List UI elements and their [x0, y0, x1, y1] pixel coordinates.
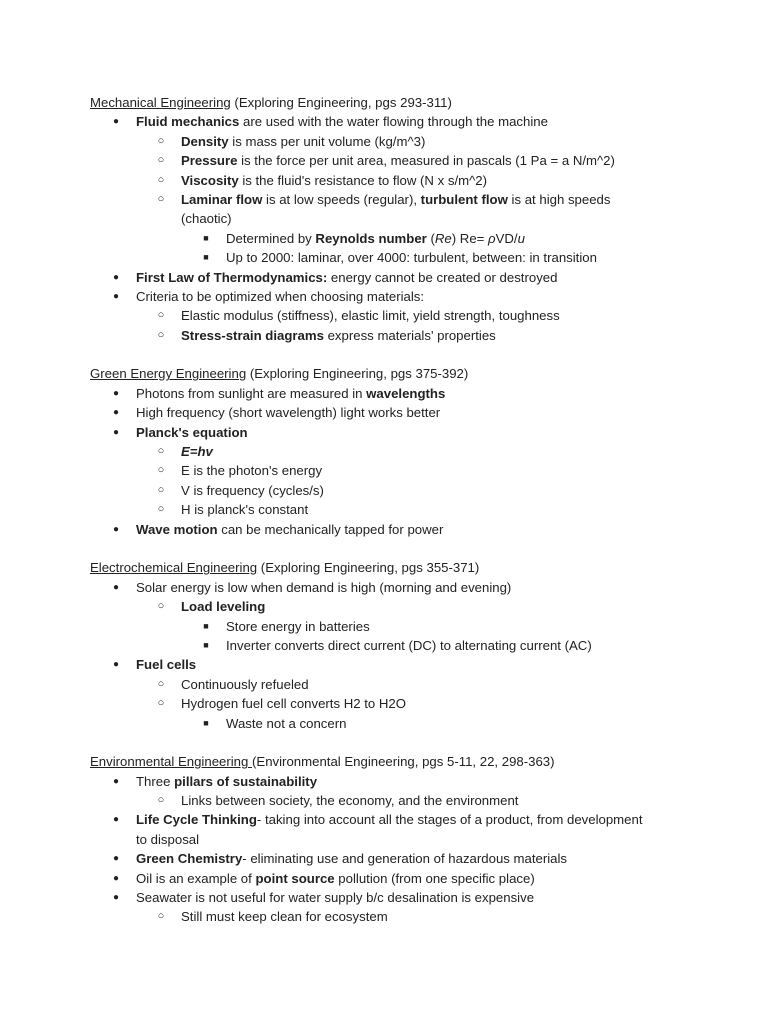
item-text: - eliminating use and generation of hazardous materials: [242, 851, 568, 867]
bold-term: Laminar flow: [181, 191, 263, 207]
list-item: [0, 248, 768, 267]
bullet-marker: ○: [157, 697, 165, 710]
item-text: is at low speeds (regular),: [262, 191, 421, 207]
list-item: [0, 384, 768, 403]
bullet-marker: ○: [157, 483, 165, 496]
item-text: Links between society, the economy, and the environment: [181, 793, 519, 809]
item-text: pollution (from one specific place): [334, 870, 535, 886]
section-title: Mechanical Engineering: [90, 95, 231, 110]
bullet-marker: ■: [203, 620, 209, 631]
list-item: [0, 675, 768, 694]
item-text: Store energy in batteries: [226, 618, 370, 634]
list-item: [0, 869, 768, 888]
item-text: Hydrogen fuel cell converts H2 to H2O: [181, 696, 407, 712]
list-item: [0, 423, 768, 442]
bullet-marker: ○: [157, 503, 165, 516]
italic-term: Re: [434, 230, 452, 246]
item-text: Criteria to be optimized when choosing materials:: [136, 288, 425, 304]
item-text: to disposal: [136, 831, 200, 847]
bullet-marker: ○: [157, 677, 165, 690]
list-item-continuation: [0, 209, 768, 228]
item-text: ) Re=: [451, 230, 489, 246]
bullet-marker: ●: [112, 892, 120, 904]
list-item: [0, 151, 768, 170]
bold-term: Life Cycle Thinking: [136, 812, 257, 828]
bold-term: First Law of Thermodynamics:: [136, 269, 328, 285]
bold-term: Reynolds number: [315, 230, 427, 246]
list-item: [0, 403, 768, 422]
item-text: can be mechanically tapped for power: [217, 521, 444, 537]
section-reference: (Exploring Engineering, pgs 293-311): [230, 95, 452, 110]
bullet-marker: ●: [112, 116, 120, 128]
item-text: express materials' properties: [323, 327, 496, 343]
list-item: [0, 655, 768, 674]
bullet-marker: ●: [112, 387, 120, 399]
list-item: [0, 306, 768, 325]
item-text: Still must keep clean for ecosystem: [181, 909, 388, 925]
bold-term: Wave motion: [136, 521, 218, 537]
section-heading-electrochemical: [0, 558, 768, 577]
list-item: [0, 772, 768, 791]
section-reference: (Environmental Engineering, pgs 5-11, 22, 298-363): [252, 754, 555, 770]
list-item: [0, 171, 768, 190]
list-item: [0, 810, 768, 829]
list-item: [0, 578, 768, 597]
section-heading-environmental: [0, 752, 768, 771]
bullet-marker: ■: [203, 639, 209, 650]
item-text: is the fluid's resistance to flow (N x s/m^2): [238, 172, 488, 188]
bold-term: Fluid mechanics: [136, 114, 240, 130]
list-item: [0, 481, 768, 500]
bold-term: Viscosity: [181, 172, 239, 188]
item-text: H is planck's constant: [181, 502, 309, 518]
bullet-marker: ●: [112, 814, 120, 826]
bold-term: pillars of sustainability: [174, 773, 318, 789]
bold-term: Pressure: [181, 153, 238, 169]
bullet-marker: ●: [112, 581, 120, 593]
bullet-marker: ○: [157, 154, 165, 167]
list-item: [0, 907, 768, 926]
bullet-marker: ○: [157, 910, 165, 923]
bullet-marker: ○: [157, 794, 165, 807]
list-item: [0, 714, 768, 733]
bullet-marker: ■: [203, 252, 209, 263]
bold-term: Stress-strain diagrams: [181, 327, 324, 343]
bullet-marker: ○: [157, 309, 165, 322]
bullet-marker: ●: [112, 271, 120, 283]
section-spacer: [0, 733, 768, 752]
bullet-marker: ○: [157, 134, 165, 147]
item-text: High frequency (short wavelength) light works better: [136, 405, 441, 421]
list-item: [0, 326, 768, 345]
bullet-marker: ●: [112, 775, 120, 787]
item-text: - taking into account all the stages of a product, from development: [256, 812, 643, 828]
item-text: Oil is an example of: [136, 870, 256, 886]
list-item: [0, 287, 768, 306]
item-text: Seawater is not useful for water supply b/c desalination is expensive: [136, 890, 535, 906]
list-item: [0, 791, 768, 810]
item-text: Three: [136, 773, 175, 789]
bullet-marker: ○: [157, 328, 165, 341]
bold-term: wavelengths: [366, 385, 446, 401]
item-text: is the force per unit area, measured in pascals (1 Pa = a N/m^2): [237, 153, 615, 169]
item-text: Solar energy is low when demand is high (morning and evening): [136, 579, 512, 595]
bullet-marker: ○: [157, 600, 165, 613]
list-item: [0, 597, 768, 616]
item-text: Waste not a concern: [226, 715, 347, 731]
bullet-marker: ●: [112, 407, 120, 419]
equation: E=hv: [181, 444, 213, 460]
bullet-marker: ○: [157, 173, 165, 186]
list-item: [0, 190, 768, 209]
list-item: [0, 461, 768, 480]
list-item-continuation: [0, 830, 768, 849]
italic-term: ρ: [488, 230, 496, 246]
list-item: [0, 617, 768, 636]
list-item: [0, 500, 768, 519]
section-heading-green-energy: [0, 364, 768, 383]
item-text: Inverter converts direct current (DC) to alternating current (AC): [226, 637, 592, 653]
bullet-marker: ●: [112, 426, 120, 438]
bullet-marker: ■: [203, 717, 209, 728]
bold-term: Planck's equation: [136, 424, 248, 440]
item-text: energy cannot be created or destroyed: [327, 269, 558, 285]
bullet-marker: ■: [203, 232, 209, 243]
bold-term: Density: [181, 133, 229, 149]
bold-term: point source: [255, 870, 335, 886]
bullet-marker: ●: [112, 872, 120, 884]
bold-term: Load leveling: [181, 599, 266, 615]
list-item: [0, 520, 768, 539]
item-text: Photons from sunlight are measured in: [136, 385, 367, 401]
list-item: [0, 694, 768, 713]
list-item: [0, 112, 768, 131]
item-text: are used with the water flowing through the machine: [239, 114, 548, 130]
section-title: Electrochemical Engineering: [90, 560, 258, 576]
section-reference: (Exploring Engineering, pgs 355-371): [257, 560, 480, 576]
item-text: V is frequency (cycles/s): [181, 482, 324, 498]
bullet-marker: ●: [112, 523, 120, 535]
bold-term: Green Chemistry: [136, 851, 243, 867]
bullet-marker: ○: [157, 464, 165, 477]
item-text: Up to 2000: laminar, over 4000: turbulent, between: in transition: [226, 250, 597, 266]
bullet-marker: ●: [112, 290, 120, 302]
list-item: [0, 229, 768, 248]
section-title: Environmental Engineering: [90, 754, 253, 770]
list-item: [0, 636, 768, 655]
list-item: [0, 132, 768, 151]
section-heading-mechanical: [0, 93, 768, 112]
bullet-marker: ●: [112, 853, 120, 865]
bullet-marker: ○: [157, 192, 165, 205]
section-spacer: [0, 345, 768, 364]
list-item: [0, 849, 768, 868]
item-text: is at high speeds: [507, 191, 611, 207]
item-text: E is the photon's energy: [181, 463, 323, 479]
italic-term: u: [517, 230, 525, 246]
section-reference: (Exploring Engineering, pgs 375-392): [246, 366, 469, 382]
item-text: Elastic modulus (stiffness), elastic limit, yield strength, toughness: [181, 308, 560, 324]
item-text: Continuously refueled: [181, 676, 309, 692]
section-spacer: [0, 539, 768, 558]
item-text: VD/: [495, 230, 518, 246]
document-page: [0, 93, 768, 927]
list-item: [0, 268, 768, 287]
item-text: Determined by: [226, 230, 316, 246]
item-text: (chaotic): [181, 211, 232, 227]
bullet-marker: ○: [157, 445, 165, 458]
bold-term: Fuel cells: [136, 657, 197, 673]
bullet-marker: ●: [112, 659, 120, 671]
bold-term: turbulent flow: [420, 191, 508, 207]
list-item: [0, 442, 768, 461]
list-item: [0, 888, 768, 907]
section-title: Green Energy Engineering: [90, 366, 247, 382]
item-text: (: [426, 230, 435, 246]
item-text: is mass per unit volume (kg/m^3): [228, 133, 426, 149]
